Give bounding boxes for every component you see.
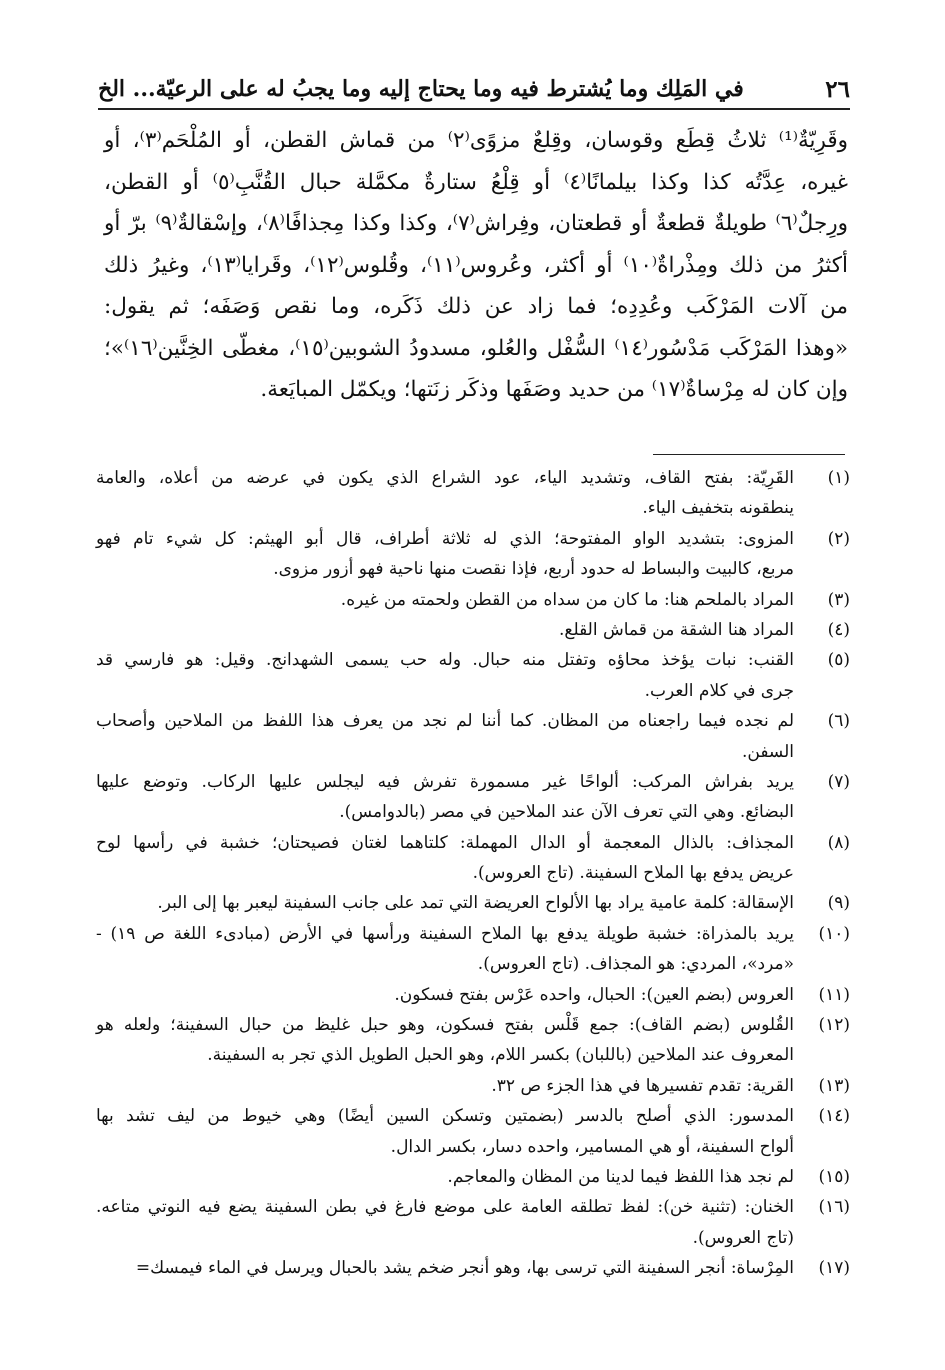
footnote bbox=[96, 919, 850, 980]
footnote-line: القرية: تقدم تفسيرها في هذا الجزء ص ٣٢. bbox=[491, 1075, 794, 1096]
footnote bbox=[96, 1101, 850, 1162]
footnote bbox=[96, 645, 850, 706]
footnote-separator bbox=[653, 454, 845, 455]
footnote-number: (٧) bbox=[827, 771, 850, 792]
footnote-line: القنب: نبات يؤخذ محاؤه وتفتل منه حبال. وله حب يسمى الشهدانج. وقيل: هو فارسي قد bbox=[96, 650, 794, 671]
footnote-number: (٨) bbox=[827, 832, 850, 853]
footnote-number: (١٦) bbox=[818, 1197, 850, 1218]
footnote-number: (١٤) bbox=[818, 1106, 850, 1127]
footnotes bbox=[96, 463, 850, 1284]
footnote bbox=[96, 1192, 850, 1253]
footnote bbox=[96, 767, 850, 828]
footnote-line: لم نجد هذا اللفظ فيما لدينا من المظان والمعاجم. bbox=[447, 1166, 794, 1187]
footnote-line: «مرد»، المردي: هو المجذاف. (تاج العروس). bbox=[477, 954, 794, 975]
footnote-line: (تاج العروس). bbox=[692, 1227, 794, 1248]
footnote-line: المِرْساة: أنجر السفينة التي ترسى بها، وهو أنجر ضخم يشد بالحبال ويرسل في الماء فيمسك= bbox=[135, 1258, 794, 1279]
footnote-line: عريض يدفع بها الملاح السفينة. (تاج العروس). bbox=[472, 863, 794, 884]
footnote-line: المجذاف: بالذال المعجمة أو الدال المهملة: كلتاهما لغتان فصيحتان؛ خشبة في رأسها لوح bbox=[96, 832, 794, 853]
footnote-number: (١٧) bbox=[818, 1258, 850, 1279]
main-text-line: «وهذا المَرْكَب مَدْسُور⁽١٤⁾ السُّفْل والعُلو، مسدودُ الشوبين⁽١٥⁾، مغطّى الخِنَّين⁽١٦⁾»؛ bbox=[104, 335, 849, 361]
footnote-line: السفن. bbox=[741, 741, 794, 762]
footnote-number: (٣) bbox=[827, 589, 850, 610]
footnote-number: (٢) bbox=[827, 528, 850, 549]
footnote-line: لم نجده فيما راجعناه من المظان. كما أننا لم نجد من يعرف هذا اللفظ من الملاحين وأصحاب bbox=[96, 711, 794, 732]
footnote bbox=[96, 1162, 850, 1192]
footnote-line: يريد بفراش المركب: ألواحًا غير مسمورة تفرش فيه ليجلس عليها الركاب. وتوضع عليها bbox=[96, 771, 794, 792]
footnote-line: يريد بالمذراة: خشبة طويلة يدفع بها الملاح السفينة ورأسها في الأرض (مبادىء اللغة ص ١٩) - bbox=[96, 923, 794, 944]
running-title: في المَلِك وما يُشترط فيه وما يحتاج إليه وما يجبُ له على الرعيّة... الخ bbox=[98, 76, 744, 102]
footnote bbox=[96, 980, 850, 1010]
footnote-line: المراد بالملحم هنا: ما كان من سداه من القطن ولحمته من غيره. bbox=[340, 589, 794, 610]
footnote bbox=[96, 1253, 850, 1283]
main-text-line: أكثرُ من ذلك ومِذْراةٌ⁽١٠⁾ أو أكثر، وعُروس⁽١١⁾، وقُلوس⁽١٢⁾، وقَرايا⁽١٣⁾، وغيرُ ذلك bbox=[104, 252, 849, 278]
footnote-line: الخنان: (تثنية خن): لفظ تطلقه العامة على موضع فارغ في بطن السفينة يضع فيه النوتي متاعه. bbox=[96, 1197, 794, 1218]
page-number: ٢٦ bbox=[825, 75, 850, 103]
footnote bbox=[96, 615, 850, 645]
main-text-line: وإن كان له مِرْساةٌ⁽١٧⁾ من حديد وصَفَها وذكَر زنَتها؛ ويكمّل المبايَعة. bbox=[260, 377, 848, 402]
footnote-number: (١٠) bbox=[818, 923, 850, 944]
footnote-line: العروس (بضم العين): الحبال، واحده عَرْس بفتح فسكون. bbox=[394, 984, 794, 1005]
footnote-line: مربع، كالبيت والبساط له حدود أربع، فإذا نقصت منها ناحية فهو أزور مزوى. bbox=[273, 559, 794, 580]
main-text-line: وقَرِيّةٌ⁽¹⁾ ثلاثُ قِطَع وقوسان، وقِلعٌ مزوًى⁽٢⁾ من قماش القطن، أو المُلْحَم⁽٣⁾، أو bbox=[104, 128, 849, 153]
main-text bbox=[104, 120, 848, 411]
main-text-line: غيره، عِدَّتُه كذا وكذا بيلمانًا⁽٤⁾ أو قِلْعُ ستارةٌ مكمَّلة حبال القُنَّبِ⁽٥⁾ أو القطن، bbox=[104, 169, 848, 195]
footnote bbox=[96, 585, 850, 615]
footnote-line: المعروف عند الملاحين (باللبان) بكسر اللام، وهو الحبل الطويل الذي تجر به السفينة. bbox=[207, 1045, 794, 1066]
footnote-line: ينطقونه بتخفيف الياء. bbox=[642, 498, 794, 519]
footnote-line: المراد هنا الشقة من قماش القلع. bbox=[559, 619, 794, 640]
footnote-line: البضائع. وهي التي تعرف الآن عند الملاحين في مصر (بالدوامس). bbox=[339, 802, 794, 823]
footnote bbox=[96, 1010, 850, 1071]
footnote bbox=[96, 1071, 850, 1101]
running-header bbox=[98, 70, 850, 108]
header-rule bbox=[98, 108, 850, 110]
footnote-line: القُلوس (بضم القاف): جمع قَلْس بفتح فسكون، وهو حبل غليظ من حبال السفينة؛ ولعله هو bbox=[96, 1015, 794, 1036]
footnote-number: (١) bbox=[827, 468, 850, 488]
footnote-line: الإسقالة: كلمة عامية يراد بها الألواح العريضة التي تمد على جانب السفينة ليعبر بها إلى البر. bbox=[157, 893, 794, 914]
footnote-number: (١١) bbox=[818, 984, 850, 1005]
footnote-number: (١٥) bbox=[818, 1166, 850, 1187]
footnote bbox=[96, 706, 850, 767]
footnote-line: المدسور: الذي أصلح بالدسر (بضمتين وتسكن السين أيضًا) وهي خيوط من ليف تشد بها bbox=[96, 1106, 794, 1127]
footnote bbox=[96, 828, 850, 889]
footnote-line: المزوى: بتشديد الواو المفتوحة؛ الذي له ثلاثة أطراف، قال أبو الهيثم: كل شيء تام فهو bbox=[96, 528, 794, 549]
footnote-line: جرى في كلام العرب. bbox=[644, 680, 794, 701]
footnote-number: (٩) bbox=[827, 893, 850, 914]
footnote-number: (١٢) bbox=[818, 1015, 850, 1036]
footnote bbox=[96, 524, 850, 585]
footnote-line: القَرِيّة: بفتح القاف، وتشديد الياء، عود الشراع الذي يكون في عرضه من أعلاه، والعامة bbox=[96, 468, 794, 488]
main-text-line: ورِجلٌ⁽٦⁾ طويلةٌ قطعةٌ أو قطعتان، وفِراش⁽٧⁾، وكذا وكذا مِجذافًا⁽٨⁾، وإسْقالةٌ⁽٩⁾ برّ أو bbox=[104, 211, 849, 236]
footnote bbox=[96, 463, 850, 524]
footnote-number: (١٣) bbox=[818, 1075, 850, 1096]
main-text-line: من آلات المَرْكَب وعُدِدِه؛ فما زاد عن ذلك ذَكَره، وما نقص وَصَفَه؛ ثم يقول: bbox=[104, 294, 848, 319]
footnote bbox=[96, 888, 850, 918]
footnote-number: (٦) bbox=[827, 711, 850, 732]
footnote-number: (٥) bbox=[827, 650, 850, 671]
footnote-line: ألواح السفينة، أو هي المسامير، واحده دسار، بكسر الدال. bbox=[390, 1136, 794, 1157]
footnote-number: (٤) bbox=[827, 619, 850, 640]
